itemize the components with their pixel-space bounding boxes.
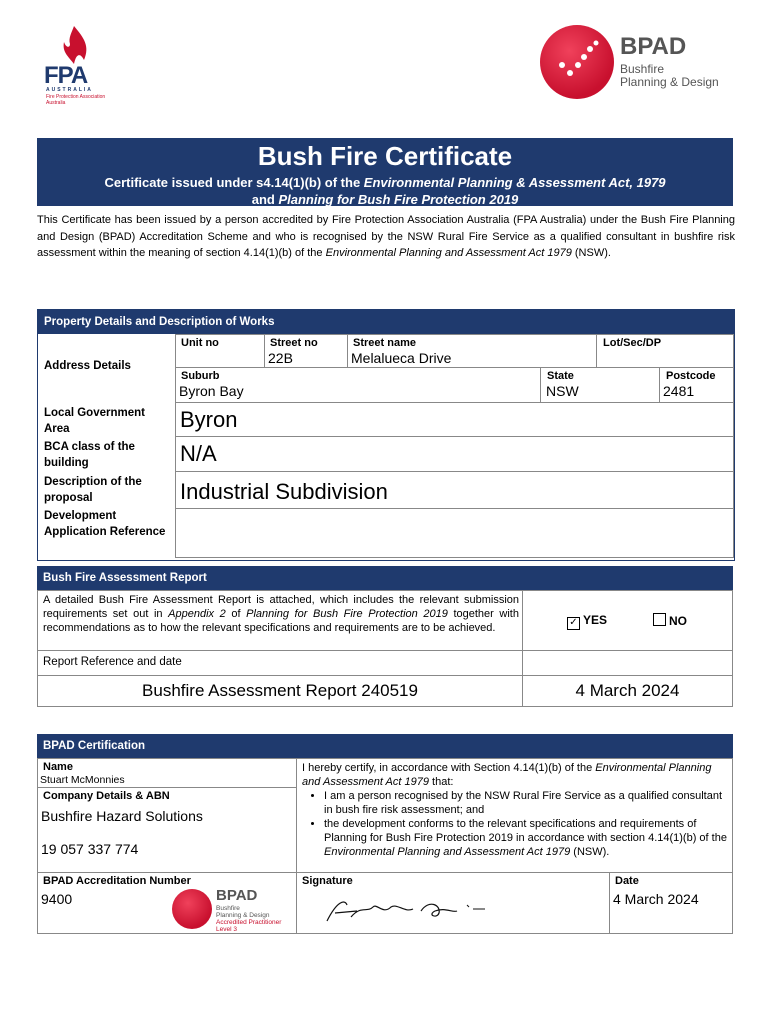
report-section-header: Bush Fire Assessment Report — [37, 566, 733, 590]
signature-date-label: Date — [615, 875, 639, 887]
da-reference-cell[interactable] — [175, 508, 734, 558]
yes-checkbox[interactable]: ✓ — [567, 617, 580, 630]
street-no-label: Street no — [270, 337, 318, 349]
intro-tail: (NSW). — [571, 247, 611, 259]
da-reference-label: Development Application Reference — [44, 510, 166, 538]
state-cell[interactable] — [540, 367, 660, 403]
fpa-tagline: Fire Protection Association Australia — [46, 94, 106, 106]
street-name-label: Street name — [353, 337, 416, 349]
certification-bullets — [302, 789, 730, 859]
street-no-value: 22B — [268, 350, 293, 366]
bpad-logo-line1: Bushfire — [620, 62, 665, 76]
no-option[interactable] — [653, 613, 687, 628]
report-text-post: together with recommendations as to how the relevant specifications and requirements are to be achieved. — [43, 608, 519, 634]
signature-date-cell[interactable] — [609, 872, 733, 934]
certification-statement — [302, 761, 730, 859]
flame-icon — [54, 26, 94, 66]
no-label: NO — [669, 614, 687, 628]
bullet-2-pre: the development conforms to the relevant specifications and requirements of Planning for Bush Fire Protection 2019 in accordance with section 4.14(1)(b) of the — [324, 818, 727, 844]
title-subline-2 — [37, 191, 733, 208]
description-value: Industrial Subdivision — [180, 479, 388, 504]
yes-option[interactable] — [567, 613, 607, 630]
bca-cell[interactable] — [175, 436, 734, 472]
statement-act: Environmental Planning and Assessment Act 1979 — [302, 762, 712, 788]
no-checkbox[interactable] — [653, 613, 666, 626]
intro-act: Environmental Planning and Assessment Act 1979 — [325, 247, 572, 259]
bpad-badge-line2: Planning & Design — [216, 912, 270, 919]
unit-no-cell[interactable] — [175, 334, 265, 368]
bca-value: N/A — [180, 441, 217, 466]
unit-no-label: Unit no — [181, 337, 219, 349]
suburb-label: Suburb — [181, 370, 220, 382]
name-cell[interactable] — [37, 758, 297, 788]
name-value: Stuart McMonnies — [40, 774, 125, 786]
postcode-cell[interactable] — [659, 367, 734, 403]
title-line1-pre: Certificate issued under s4.14(1)(b) of the — [104, 175, 364, 190]
street-name-value: Melalueca Drive — [351, 350, 452, 366]
title-line2-act: Planning for Bush Fire Protection 2019 — [278, 192, 519, 207]
company-value: Bushfire Hazard Solutions — [41, 808, 203, 824]
postcode-value: 2481 — [663, 383, 695, 399]
bpad-certification-section — [37, 734, 733, 934]
report-statement — [43, 593, 519, 635]
bpad-logo-line2: Planning & Design — [620, 75, 719, 89]
lot-sec-dp-cell[interactable] — [596, 334, 734, 368]
fpa-logo — [36, 26, 116, 108]
suburb-cell[interactable] — [175, 367, 541, 403]
bca-label: BCA class of the building — [44, 441, 135, 469]
report-ref-empty-cell — [522, 650, 733, 676]
report-attached-options — [522, 590, 733, 651]
page-title: Bush Fire Certificate — [257, 141, 513, 171]
certification-statement-cell — [296, 758, 733, 873]
bullet-2 — [324, 817, 730, 859]
accreditation-cell[interactable] — [37, 872, 297, 934]
signature-image — [317, 891, 497, 931]
signature-cell[interactable] — [296, 872, 610, 934]
bpad-emblem-icon — [540, 25, 614, 99]
report-pbp: Planning for Bush Fire Protection 2019 — [246, 608, 448, 620]
assessment-report-section — [37, 566, 733, 706]
bullet-2-act: Environmental Planning and Assessment Act 1979 — [324, 846, 571, 858]
title-line1-act: Environmental Planning & Assessment Act, 1979 — [363, 175, 666, 190]
bpad-badge-emblem-icon — [172, 889, 212, 929]
bullet-1: • I am a person recognised by the NSW Rural Fire Service as a qualified consultant in bush fire risk assessment; and — [324, 789, 730, 817]
yes-label: YES — [583, 613, 608, 627]
accreditation-label: BPAD Accreditation Number — [43, 875, 191, 887]
bpad-accredited-badge — [172, 887, 296, 933]
fpa-country: AUSTRALIA — [46, 87, 93, 93]
report-text-pre: A detailed Bush Fire Assessment Report is attached, which includes the relevant submission requirements set out in — [43, 594, 519, 620]
report-ref-label: Report Reference and date — [43, 656, 182, 668]
bpad-logo — [540, 25, 740, 105]
property-details-section — [37, 309, 735, 561]
description-label: Description of the proposal — [44, 476, 142, 504]
bullet-2-post: (NSW). — [570, 846, 610, 858]
lga-value: Byron — [180, 407, 238, 432]
report-date-value: 4 March 2024 — [575, 681, 680, 700]
statement-pre: I hereby certify, in accordance with Section 4.14(1)(b) of the — [302, 762, 596, 774]
state-label: State — [547, 370, 574, 382]
bpad-badge-line4: Level 3 — [216, 926, 237, 933]
report-ref-cell[interactable] — [37, 675, 523, 707]
state-value: NSW — [546, 383, 579, 399]
company-label: Company Details & ABN — [43, 790, 170, 802]
name-label: Name — [43, 761, 73, 773]
title-subline-1 — [37, 174, 733, 191]
report-date-cell[interactable] — [522, 675, 733, 707]
bpad-logo-name: BPAD — [620, 33, 687, 60]
company-cell[interactable] — [37, 787, 297, 873]
bpad-badge-sub — [216, 905, 281, 933]
report-text-mid: of — [225, 608, 247, 620]
address-details-label: Address Details — [44, 360, 131, 372]
bpad-badge-line1: Bushfire — [216, 905, 240, 912]
description-cell[interactable] — [175, 471, 734, 509]
accreditation-value: 9400 — [41, 891, 73, 907]
suburb-value: Byron Bay — [179, 383, 244, 399]
lot-sec-dp-label: Lot/Sec/DP — [603, 337, 662, 349]
lga-label: Local Government Area — [44, 407, 145, 435]
postcode-label: Postcode — [666, 370, 716, 382]
street-name-cell[interactable] — [347, 334, 597, 368]
certificate-title-band — [37, 138, 733, 206]
report-appendix: Appendix 2 — [168, 608, 226, 620]
fpa-logo-text: FPA — [44, 62, 88, 89]
bpad-logo-sub — [620, 63, 750, 89]
report-ref-label-cell — [37, 650, 523, 676]
certification-section-header: BPAD Certification — [37, 734, 733, 758]
intro-text: This Certificate has been issued by a person accredited by Fire Protection Association Australia (FPA Australia) under the Bush Fire Planning and Design (BPAD) Accreditation Scheme and who is recognised by the NSW Rural Fire Service as a qualified consultant in bushfire risk assessment within the meaning of section 4.14(1)(b) of the — [37, 214, 735, 259]
report-statement-cell — [37, 590, 523, 651]
title-line2-pre: and — [251, 192, 279, 207]
signature-label: Signature — [302, 875, 353, 887]
street-no-cell[interactable] — [264, 334, 348, 368]
bpad-badge-name: BPAD — [216, 887, 258, 904]
property-section-header: Property Details and Description of Works — [38, 310, 734, 334]
intro-paragraph — [37, 212, 735, 262]
report-ref-value: Bushfire Assessment Report 240519 — [142, 681, 418, 700]
abn-value: 19 057 337 774 — [41, 841, 139, 857]
bpad-badge-line3: Accredited Practitioner — [216, 919, 282, 926]
lga-cell[interactable] — [175, 402, 734, 437]
statement-post: that: — [428, 776, 454, 788]
signature-date-value: 4 March 2024 — [613, 891, 699, 907]
